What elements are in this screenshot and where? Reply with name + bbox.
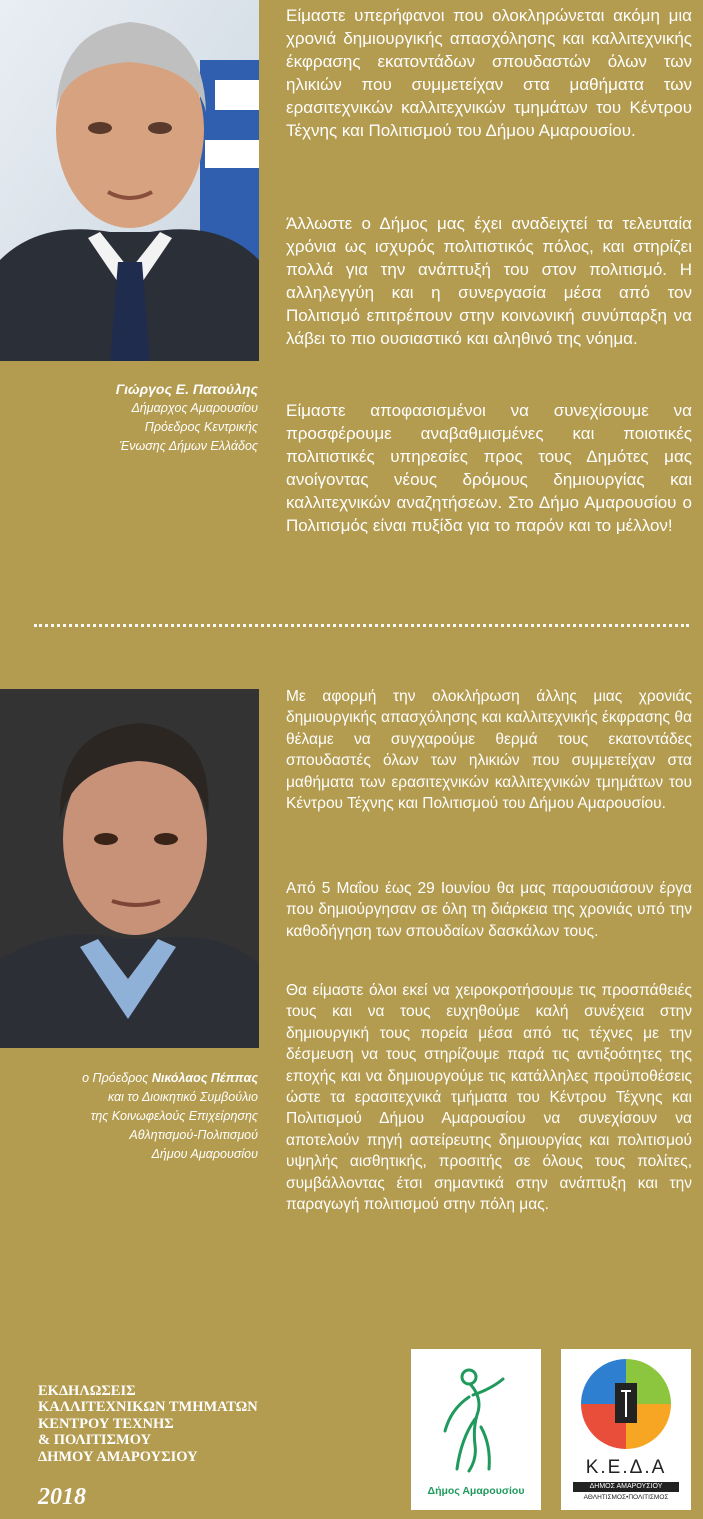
footer-title-line: & ΠΟΛΙΤΙΣΜΟΥ [38,1432,152,1449]
municipality-logo-label: Δήμος Αμαρουσίου [427,1485,525,1497]
president-paragraph-3: Θα είμαστε όλοι εκεί να χειροκροτήσουμε τις προσπάθειές τους και να τους ευχηθούμε καλή συνέχεια στην δημιουργική τους πορεία μέσα από τις τέχνες με την δέσμευση να τους στηρίζουμε παρά τις αντιξοότητες της εποχής και να δημιουργούμε τις κατάλληλες προϋποθέσεις ώστε τα ερασιτεχνικά τμήματα του Κέντρου Τέχνης και Πολιτισμού Δήμου Αμαρουσίου να συνεχίσουν να αποτελούν πηγή αστείρευτης δημιουργίας και πολιτισμού υψηλής αισθητικής, προσιτής σε όλους τους πολίτες, συμβάλλοντας έτσι σημαντικά στην ανάπτυξη και την παραγωγή πολιτισμού στην πόλη μας. [286,982,692,1214]
municipality-logo [411,1349,541,1510]
keda-logo-sub1: ΔΗΜΟΣ ΑΜΑΡΟΥΣΙΟΥ [573,1482,679,1492]
mayor-paragraph-2: Άλλωστε ο Δήμος μας έχει αναδειχτεί τα τελευταία χρόνια ως ισχυρός πολιτιστικός πόλος, και στηρίζει πολλά για την ανάπτυξή του στον πολιτισμό. Η αλληλεγγύη και η συνεργασία μέσα από τον Πολιτισμό επιτρέπουν στην κοινωνική συνύπαρξη να λάβει το πιο ουσιαστικό και αληθινό της νόημα. [286,214,692,348]
mayor-role-line2: Ένωσης Δήμων Ελλάδος [119,439,258,453]
footer-title-line: ΔΗΜΟΥ ΑΜΑΡΟΥΣΙΟΥ [38,1448,198,1465]
keda-logo-name: Κ.Ε.Δ.Α [585,1457,667,1478]
president-prefix: ο Πρόεδρος [82,1071,152,1085]
president-caption-line2: της Κοινωφελούς Επιχείρησης [90,1109,258,1123]
president-paragraph-2: Από 5 Μαΐου έως 29 Ιουνίου θα μας παρουσιάσουν έργα που δημιούργησαν σε όλη τη διάρκεια της χρονιάς υπό την καθοδήγηση των σπουδαίων δασκάλων τους. [286,880,692,940]
keda-emblem-icon [561,1349,691,1459]
president-name: Νικόλαος Πέππας [151,1071,258,1085]
footer-title [38,1383,258,1465]
footer-title-line: ΚΕΝΤΡΟΥ ΤΕΧΝΗΣ [38,1415,174,1432]
keda-logo-sub2: ΑΘΛΗΤΙΣΜΟΣ•ΠΟΛΙΤΙΣΜΟΣ [583,1494,669,1501]
president-caption [18,1069,258,1164]
footer-title-line: ΚΑΛΛΙΤΕΧΝΙΚΩΝ ΤΜΗΜΑΤΩΝ [38,1399,258,1416]
mayor-name: Γιώργος Ε. Πατούλης [115,381,258,397]
mayor-paragraph-3: Είμαστε αποφασισμένοι να συνεχίσουμε να προσφέρουμε αναβαθμισμένες και ποιοτικές πολιτιστικές υπηρεσίες προς τους Δημότες μας ανοίγοντας νέους δρόμους δημιουργίας και καλλιτεχνικών αναζητήσεων. Στο Δήμο Αμαρουσίου ο Πολιτισμός είναι πυξίδα για το παρόν και το μέλλον! [286,401,692,535]
president-paragraph-1: Με αφορμή την ολοκλήρωση άλλης μιας χρονιάς δημιουργικής απασχόλησης και καλλιτεχνικής έκφρασης θα θέλαμε να συγχαρούμε θερμά τους εκατοντάδες σπουδαστές όλων των ηλικιών που συμμετείχαν στα μαθήματα των ερασιτεχνικών καλλιτεχνικών τμημάτων του Κέντρου Τέχνης και Πολιτισμού του Δήμου Αμαρουσίου. [286,688,692,813]
president-caption-line0 [18,1069,258,1088]
portrait-photo-president [0,689,259,1048]
mayor-caption [38,380,258,456]
keda-logo [561,1349,691,1510]
mayor-role-line1: Πρόεδρος Κεντρικής [144,420,258,434]
mayor-paragraph-1: Είμαστε υπερήφανοι που ολοκληρώνεται ακόμη μια χρονιά δημιουργικής απασχόλησης και καλλιτεχνικής έκφρασης εκατοντάδων σπουδαστών όλων των ηλικιών που συμμετείχαν στα μαθήματα των ερασιτεχνικών καλλιτεχνικών τμημάτων του Κέντρου Τέχνης και Πολιτισμού του Δήμου Αμαρουσίου. [286,6,692,140]
portrait-photo-mayor [0,0,259,361]
president-caption-line1: και το Διοικητικό Συμβούλιο [107,1090,258,1104]
president-caption-line4: Δήμου Αμαρουσίου [151,1147,258,1161]
municipality-figure-icon [411,1349,541,1479]
footer-year: 2018 [38,1484,86,1510]
dotted-divider [34,624,689,627]
president-caption-line3: Αθλητισμού-Πολιτισμού [129,1128,258,1142]
footer-title-line: ΕΚΔΗΛΩΣΕΙΣ [38,1383,136,1399]
mayor-title: Δήμαρχος Αμαρουσίου [131,401,258,415]
